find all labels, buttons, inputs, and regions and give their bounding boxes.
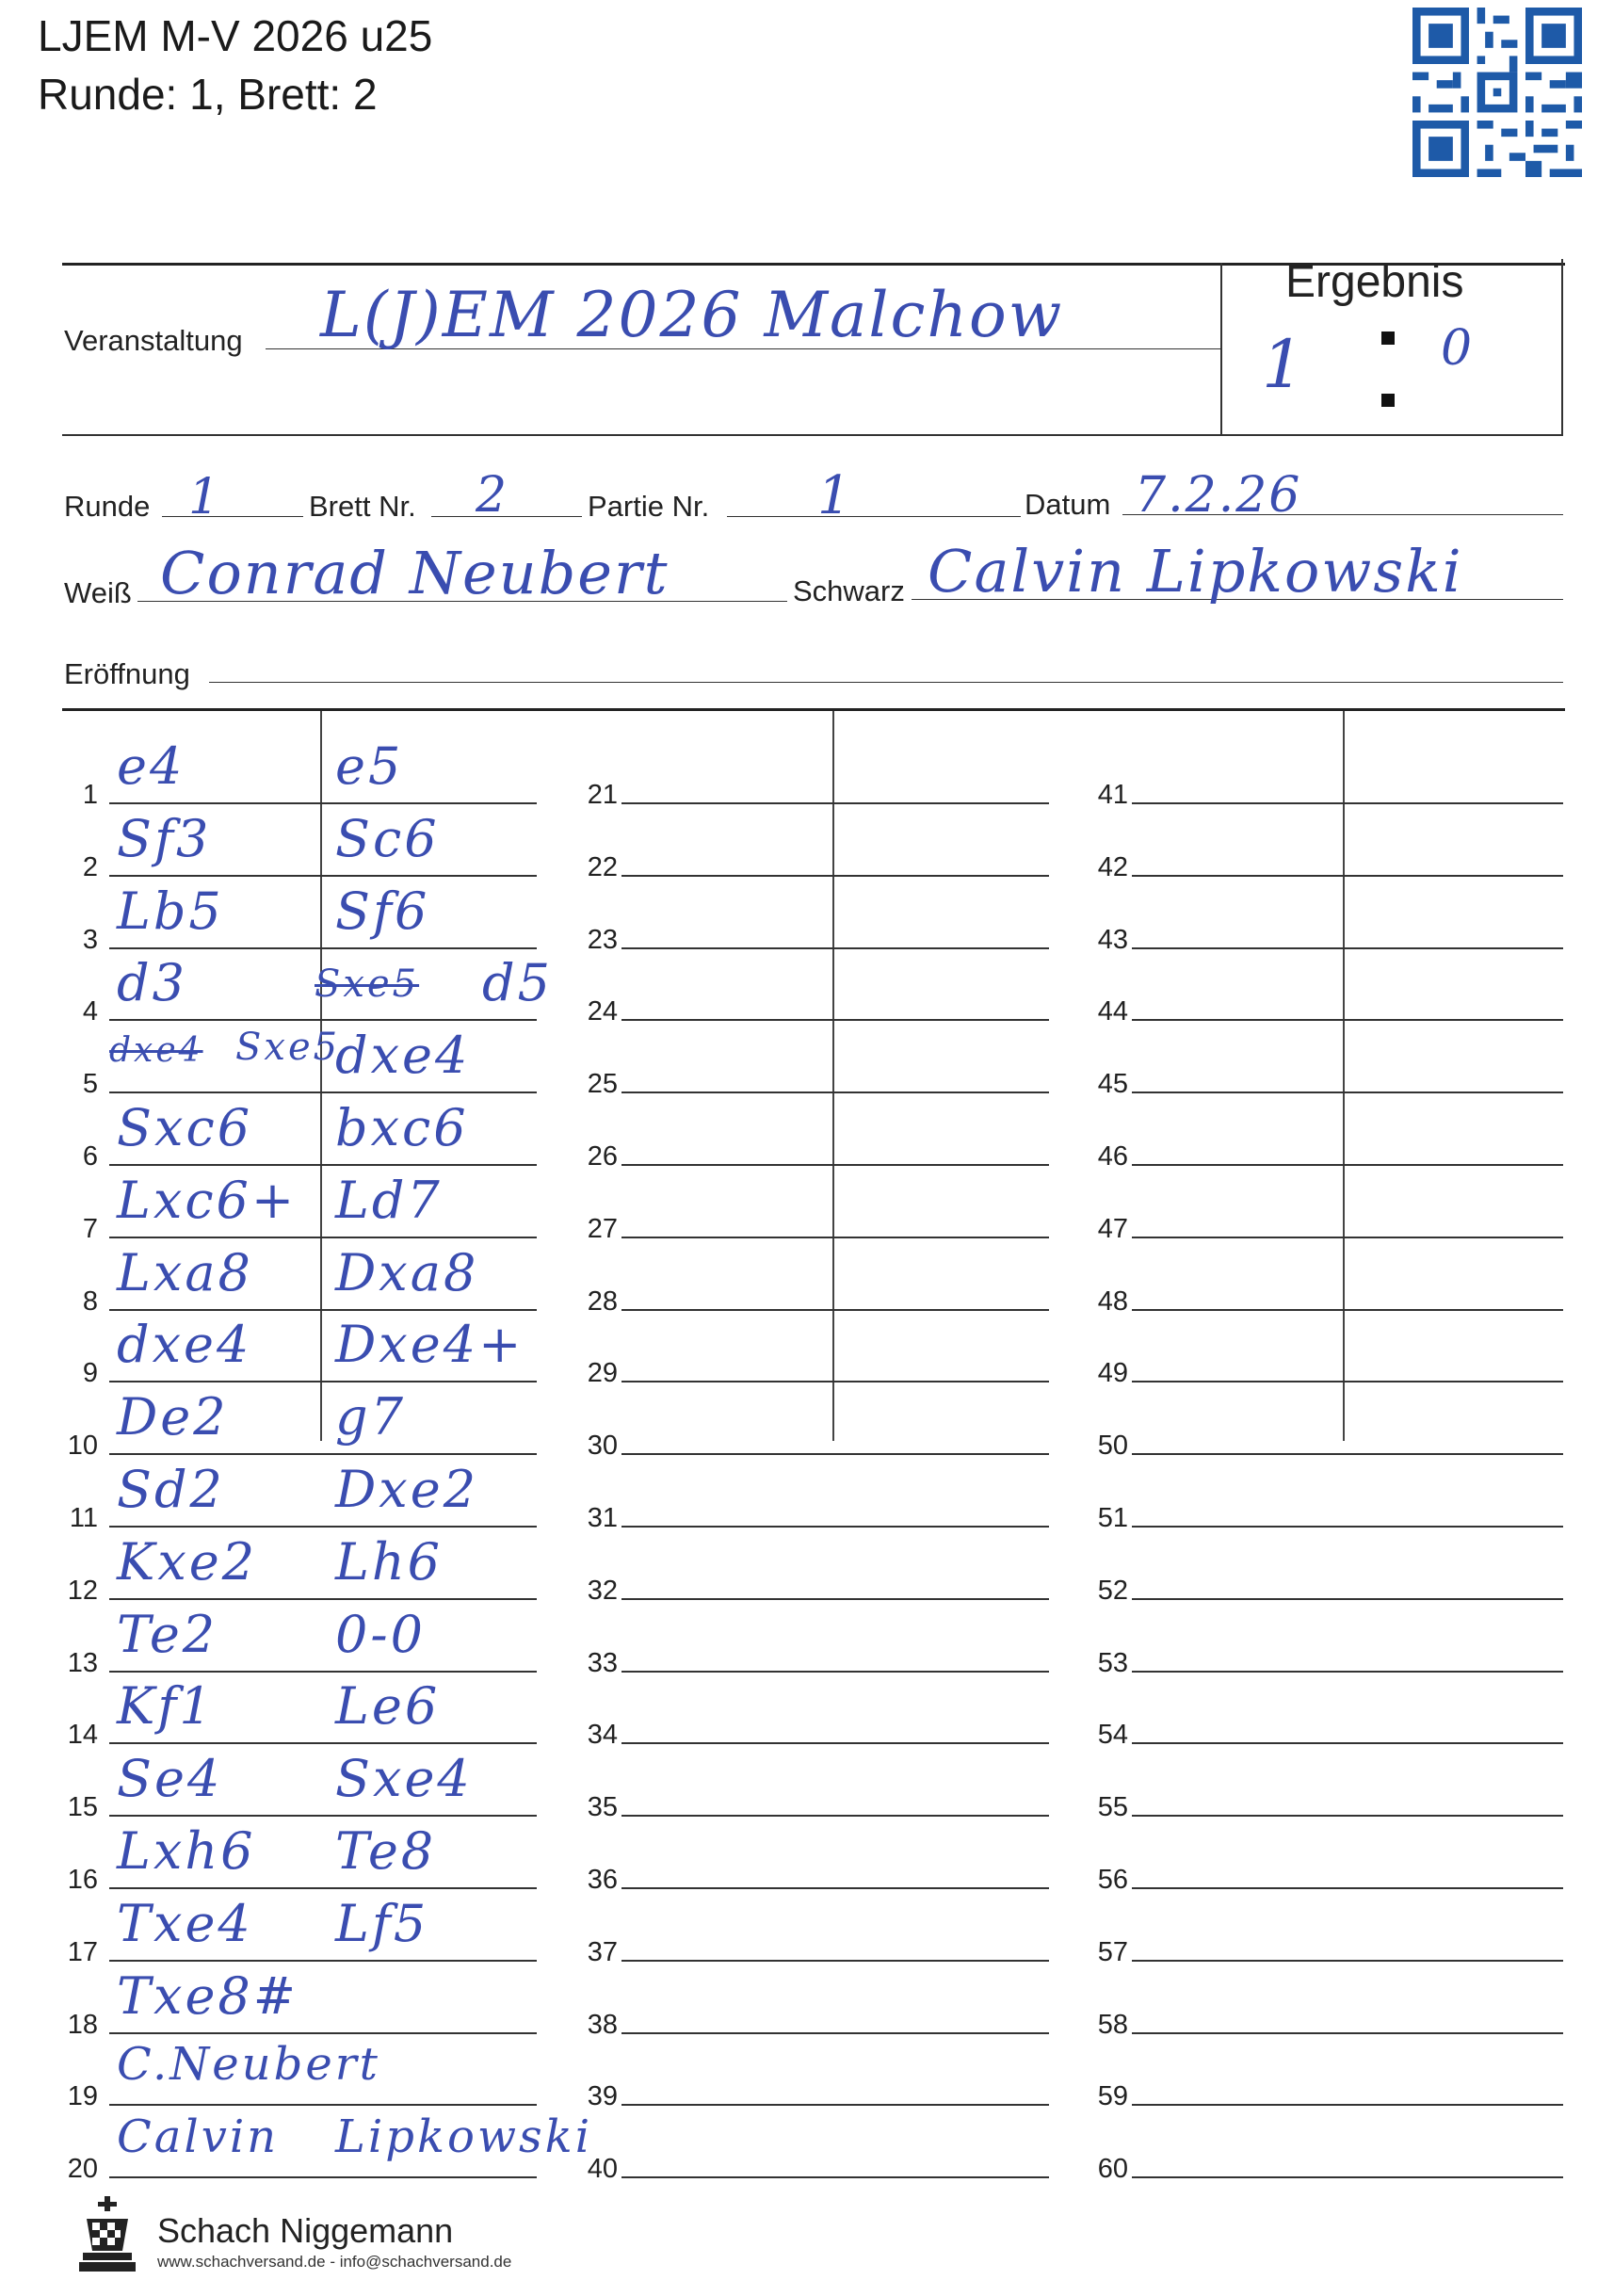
black-move: Dxa8 [335,1242,479,1302]
move-number: 58 [1097,2009,1128,2040]
move-row-line [621,1671,1049,1673]
black-move: bxc6 [335,1098,469,1157]
move-row-line [109,1887,537,1889]
move-row-line [621,1526,1049,1528]
black-move: Te8 [335,1821,437,1881]
move-row-line [1132,1960,1563,1962]
move-row-line [621,947,1049,949]
white-move: De2 [117,1387,229,1447]
move-number: 59 [1097,2081,1128,2112]
move-row-line [621,1309,1049,1311]
move-number: 53 [1097,1647,1128,1678]
black-move: Sf6 [335,881,430,941]
move-row-line [1132,1453,1563,1455]
move-row-line [1132,947,1563,949]
move-number: 7 [82,1213,98,1244]
black-move: Lf5 [335,1893,429,1953]
move-row-line [109,947,537,949]
white-move: e4 [117,736,186,796]
move-number: 19 [67,2081,98,2112]
move-number: 49 [1097,1358,1128,1389]
column-divider [1343,711,1345,1441]
move-number: 40 [587,2154,618,2185]
white-move: Calvin [117,2110,280,2164]
white-move: Sxe5 [235,1026,341,1070]
move-number: 11 [69,1503,98,1533]
event-label: Veranstaltung [64,324,243,357]
move-row-line [109,1815,537,1817]
move-number: 25 [587,1069,618,1100]
move-number: 3 [82,924,98,955]
black-move: e5 [335,736,404,796]
white-move: dxe4 [117,1315,252,1375]
black-label: Schwarz [793,574,905,607]
white-move-crossed: dxe4 [109,1031,203,1071]
move-row-line [109,1019,537,1021]
move-number: 38 [587,2009,618,2040]
move-number: 15 [67,1792,98,1823]
white-move: Lxa8 [117,1242,253,1302]
move-number: 56 [1097,1865,1128,1895]
move-row-line [621,1742,1049,1744]
move-row-line [109,2032,537,2034]
black-move: Dxe2 [335,1460,479,1519]
move-number: 21 [587,780,618,810]
move-number: 2 [82,851,98,882]
move-number: 17 [67,1936,98,1967]
move-number: 27 [587,1213,618,1244]
move-row-line [621,802,1049,804]
move-number: 33 [587,1647,618,1678]
move-number: 46 [1097,1141,1128,1172]
move-number: 45 [1097,1069,1128,1100]
move-number: 60 [1097,2154,1128,2185]
result-black: 0 [1441,320,1475,377]
move-row-line [621,1598,1049,1600]
white-move: Lxh6 [117,1821,256,1881]
move-row-line [109,1453,537,1455]
move-row-line [109,875,537,877]
move-row-line [109,1671,537,1673]
game-label: Partie Nr. [588,490,710,523]
black-move: Lipkowski [335,2110,593,2164]
board-label: Brett Nr. [309,490,416,523]
move-row-line [1132,1815,1563,1817]
white-move: Sd2 [117,1460,225,1519]
move-row-line [621,1237,1049,1238]
move-row-line [1132,1309,1563,1311]
move-row-line [621,2032,1049,2034]
white-move: Txe8# [117,1965,299,2026]
move-number: 35 [587,1792,618,1823]
move-number: 23 [587,924,618,955]
move-row-line [1132,2176,1563,2178]
move-row-line [1132,1091,1563,1093]
result-separator-bottom [1381,394,1395,407]
white-move: d3 [117,953,187,1013]
move-row-line [109,1742,537,1744]
move-row-line [109,1526,537,1528]
result-label: Ergebnis [1285,257,1464,307]
move-number: 31 [587,1503,618,1533]
move-row-line [621,1381,1049,1382]
move-row-line [621,1960,1049,1962]
white-move: Lxc6+ [117,1170,298,1230]
move-number: 44 [1097,996,1128,1027]
move-number: 13 [67,1647,98,1678]
black-move-crossed: Sxe5 [315,962,420,1007]
white-move: Kf1 [117,1676,215,1737]
move-row-line [109,1960,537,1962]
move-row-line [1132,2032,1563,2034]
black-move: Lh6 [335,1531,443,1592]
move-number: 24 [587,996,618,1027]
white-player: Conrad Neubert [160,539,670,607]
move-number: 47 [1097,1213,1128,1244]
move-row-line [109,1598,537,1600]
black-move: Dxe4+ [335,1315,525,1375]
move-row-line [109,2176,537,2178]
move-row-line [621,2104,1049,2106]
black-move: g7 [335,1387,406,1447]
move-number: 41 [1097,780,1128,810]
game-value: 1 [817,465,853,526]
move-number: 28 [587,1285,618,1317]
move-row-line [1132,802,1563,804]
move-number: 4 [82,996,98,1027]
move-row-line [1132,1164,1563,1166]
move-number: 52 [1097,1575,1128,1606]
move-number: 36 [587,1865,618,1895]
chess-king-logo-icon [73,2194,141,2273]
page-title: LJEM M-V 2026 u25 [38,11,433,60]
move-row-line [621,875,1049,877]
date-label: Datum [1025,488,1111,521]
white-label: Weiß [64,576,132,609]
round-value: 1 [188,469,222,525]
move-row-line [109,802,537,804]
move-row-line [109,1164,537,1166]
black-move: d5 [482,953,553,1013]
page-subtitle: Runde: 1, Brett: 2 [38,70,378,119]
white-move: Se4 [117,1749,223,1809]
move-number: 55 [1097,1792,1128,1823]
move-row-line [1132,1742,1563,1744]
move-row-line [1132,1019,1563,1021]
move-row-line [621,2176,1049,2178]
round-label: Runde [64,490,151,523]
move-number: 39 [587,2081,618,2112]
black-move: Ld7 [335,1170,443,1230]
move-number: 42 [1097,851,1128,882]
date-value: 7.2.26 [1135,467,1302,524]
move-row-line [109,2104,537,2106]
move-row-line [1132,1671,1563,1673]
brand-contact: www.schachversand.de - info@schachversand.de [157,2253,512,2271]
opening-label: Eröffnung [64,657,190,690]
white-move: Txe4 [117,1893,253,1953]
move-number: 48 [1097,1285,1128,1317]
board-value: 2 [476,467,509,524]
column-divider [320,711,322,1441]
move-row-line [1132,1381,1563,1382]
move-number: 37 [587,1936,618,1967]
white-move: C.Neubert [117,2038,380,2092]
black-move: Sc6 [335,808,440,868]
move-row-line [621,1453,1049,1455]
move-number: 20 [67,2154,98,2185]
move-row-line [109,1381,537,1382]
black-move: Le6 [335,1676,441,1737]
white-move: Sf3 [117,808,212,868]
move-row-line [1132,1887,1563,1889]
result-white: 1 [1262,326,1306,403]
result-separator-top [1381,331,1395,345]
move-row-line [109,1237,537,1238]
move-row-line [621,1019,1049,1021]
move-number: 1 [82,780,98,810]
move-row-line [109,1091,537,1093]
move-number: 6 [82,1141,98,1172]
move-number: 50 [1097,1431,1128,1462]
move-number: 5 [82,1069,98,1100]
white-move: Kxe2 [117,1531,258,1592]
black-move: 0-0 [335,1604,426,1664]
move-number: 29 [587,1358,618,1389]
event-value: L(J)EM 2026 Malchow [320,279,1064,351]
move-row-line [621,1815,1049,1817]
move-number: 32 [587,1575,618,1606]
move-number: 8 [82,1285,98,1317]
column-divider [832,711,834,1441]
move-number: 34 [587,1720,618,1751]
move-row-line [109,1309,537,1311]
brand-name: Schach Niggemann [157,2211,454,2250]
move-number: 22 [587,851,618,882]
move-number: 30 [587,1431,618,1462]
move-number: 16 [67,1865,98,1895]
move-number: 10 [67,1431,98,1462]
white-move: Sxc6 [117,1098,253,1157]
move-number: 14 [67,1720,98,1751]
black-move: Sxe4 [335,1749,473,1809]
move-number: 51 [1097,1503,1128,1533]
move-row-line [1132,2104,1563,2106]
move-number: 12 [67,1575,98,1606]
move-row-line [1132,875,1563,877]
move-number: 18 [67,2009,98,2040]
move-row-line [1132,1526,1563,1528]
move-number: 26 [587,1141,618,1172]
move-row-line [1132,1598,1563,1600]
move-row-line [1132,1237,1563,1238]
move-number: 54 [1097,1720,1128,1751]
move-number: 43 [1097,924,1128,955]
white-move: Te2 [117,1604,218,1664]
black-player: Calvin Lipkowski [928,537,1463,606]
black-move: dxe4 [335,1026,471,1086]
move-row-line [621,1091,1049,1093]
qr-code-icon [1412,8,1582,177]
white-move: Lb5 [117,881,224,941]
move-number: 9 [82,1358,98,1389]
move-number: 57 [1097,1936,1128,1967]
move-row-line [621,1164,1049,1166]
move-row-line [621,1887,1049,1889]
